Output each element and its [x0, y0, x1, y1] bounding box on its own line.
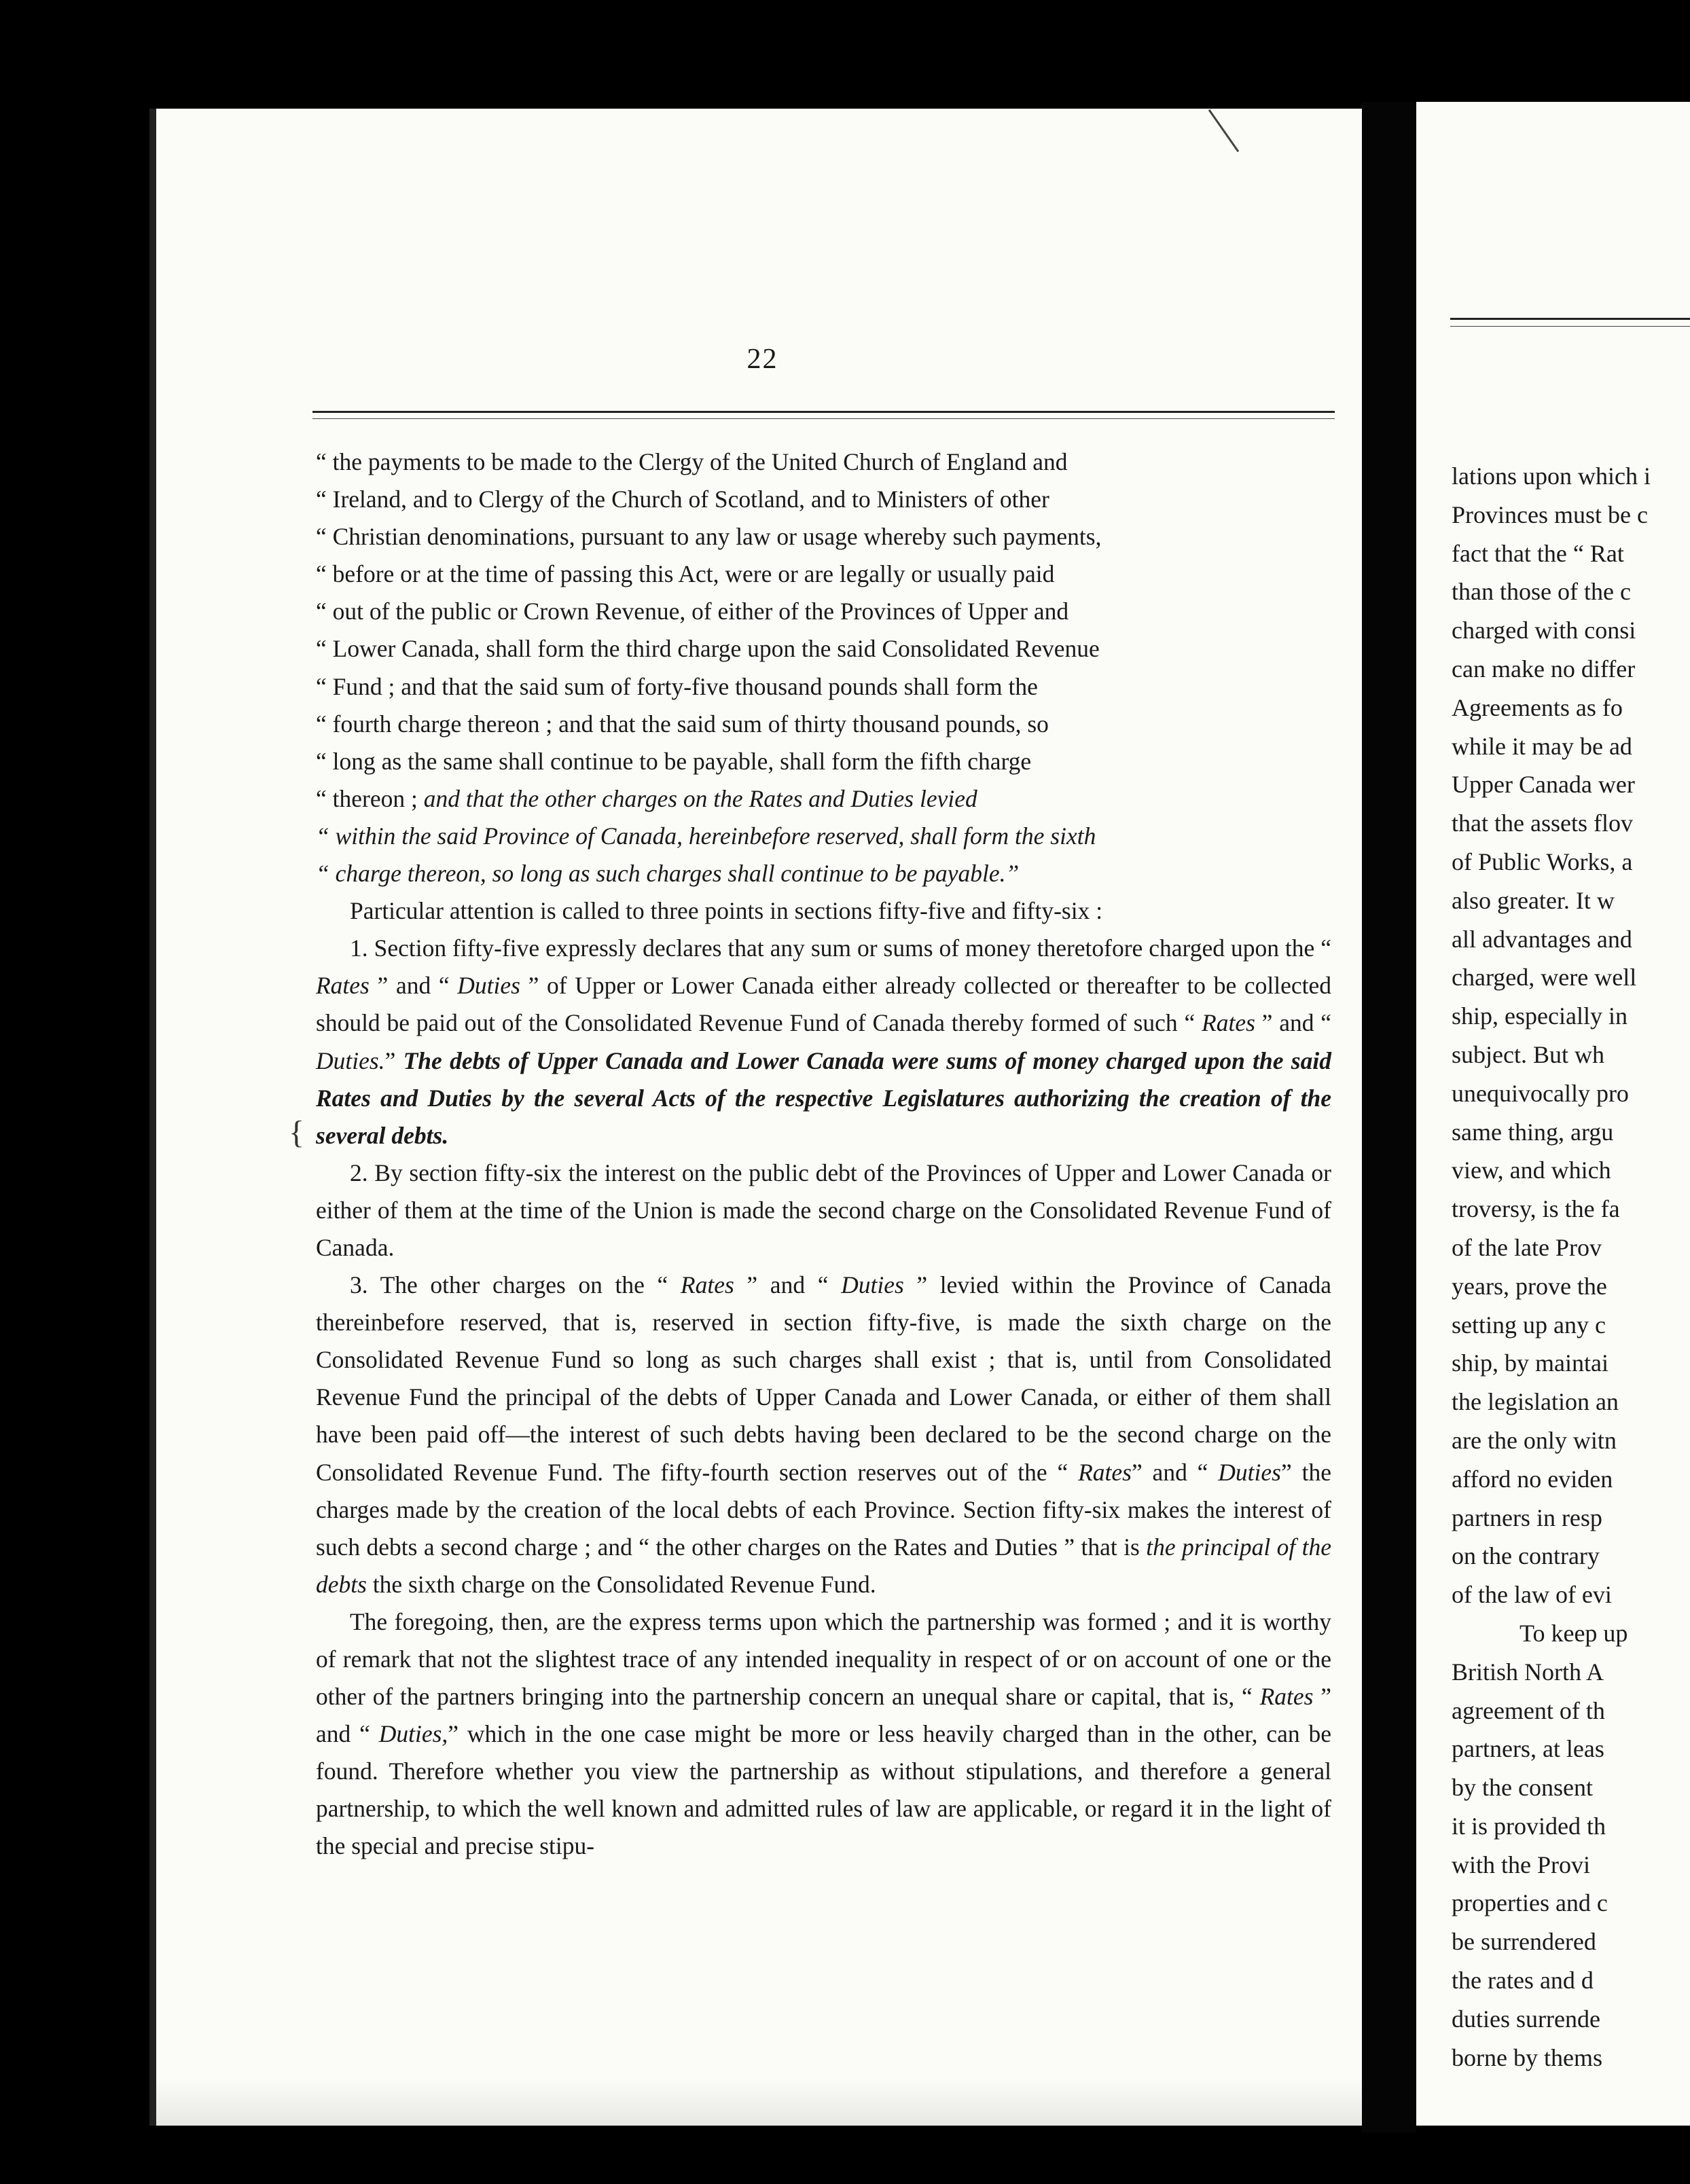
right-page-line: To keep up	[1520, 1619, 1628, 1647]
italic-run: Duties	[1218, 1458, 1281, 1486]
page-crease-mark	[1208, 109, 1239, 152]
italic-run: Duties,	[378, 1720, 448, 1748]
right-page-line: ship, by maintai	[1452, 1349, 1608, 1377]
quote-italic: “ within the said Province of Canada, hereinbefore reserved, shall form the sixth	[316, 822, 1096, 850]
right-page-line: properties and c	[1452, 1889, 1608, 1917]
right-page-line: be surrendered	[1452, 1928, 1596, 1956]
quote-line: “ long as the same shall continue to be payable, shall form the fifth charge	[316, 747, 1032, 775]
italic-run: Rates	[680, 1271, 734, 1299]
text-run: ” and “	[734, 1271, 842, 1299]
right-page-line: Agreements as fo	[1452, 693, 1623, 721]
right-page-line: charged with consi	[1452, 617, 1636, 644]
italic-run: Rates	[316, 972, 370, 1000]
bold-italic-run: The debts of Upper Canada and Lower Canada were sums of money charged upon the said Rates and Duties by the several Acts of the respective Legislatures authorizing the creation of the several debts.	[316, 1046, 1331, 1149]
italic-run: the principal of the debts	[316, 1533, 1332, 1598]
right-page-line: than those of the c	[1452, 578, 1631, 606]
right-page-line: by the consent	[1452, 1774, 1593, 1802]
right-page-line: all advantages and	[1452, 925, 1632, 953]
quote-line: “ Fund ; and that the said sum of forty-five thousand pounds shall form the	[316, 672, 1038, 700]
header-rule-thin	[312, 418, 1335, 419]
quote-line	[316, 780, 1331, 818]
left-page	[149, 109, 1362, 2126]
right-page-text	[1452, 457, 1690, 2077]
right-page-line: years, prove the	[1452, 1272, 1607, 1300]
right-page-line: Upper Canada wer	[1452, 771, 1635, 799]
text-run: ” of Upper or Lower Canada either already collected or thereafter to be collected should be paid out of the Consolidated Revenue Fund of Canada thereby formed of such “	[316, 972, 1331, 1037]
right-page-line: subject. But wh	[1452, 1040, 1604, 1068]
text-run: ”	[384, 1046, 403, 1074]
italic-run: Rates	[1259, 1683, 1314, 1711]
text-run: ” and “	[1255, 1009, 1331, 1037]
quote-line: “ Ireland, and to Clergy of the Church of Scotland, and to Ministers of other	[316, 486, 1049, 513]
right-page-line: while it may be ad	[1452, 732, 1632, 760]
quote-line: “ Christian denominations, pursuant to any law or usage whereby such payments,	[316, 523, 1102, 551]
right-page-line: setting up any c	[1452, 1311, 1606, 1339]
italic-run: Rates	[1078, 1458, 1132, 1486]
italic-run: Duties	[457, 972, 520, 1000]
book-gutter	[1362, 102, 1416, 2132]
text-run: ” and “	[316, 1683, 1331, 1748]
right-page-line: can make no differ	[1452, 655, 1636, 682]
right-page-line: are the only witn	[1452, 1426, 1617, 1454]
quote-line: “ Lower Canada, shall form the third charge upon the said Consolidated Revenue	[316, 635, 1100, 663]
text-run: 3. The other charges on the “	[350, 1271, 681, 1299]
right-page-line: partners, at leas	[1452, 1735, 1604, 1763]
text-run: ” levied within the Province of Canada thereinbefore reserved, that is, reserved in section fifty-five, is made the sixth charge on the Consolidated Revenue Fund so long as such charges shall exist ; that is, until from Consolidated Revenue Fund the principal of the debts of Upper Canada and Lower Canada, or either of them shall have been paid off—the interest of such debts having been declared to be the second charge on the Consolidated Revenue Fund. The fifty-fourth section reserves out of the “	[316, 1271, 1331, 1486]
quote-line: “ out of the public or Crown Revenue, of either of the Provinces of Upper and	[316, 598, 1069, 625]
right-page-line: duties surrende	[1452, 2005, 1600, 2033]
italic-run: Rates	[1202, 1009, 1255, 1037]
paragraph-point-2: 2. By section fifty-six the interest on the public debt of the Provinces of Upper and Lower Canada or either of them at the time of the Union is made the second charge on the Consolidated Revenue Fund of Canada.	[316, 1159, 1331, 1261]
right-page-line: borne by thems	[1452, 2043, 1602, 2071]
right-page-line: that the assets flov	[1452, 809, 1633, 837]
quote-line	[316, 855, 1331, 892]
right-page-line: Provinces must be c	[1452, 500, 1648, 528]
italic-run: Duties.	[316, 1046, 385, 1074]
right-page-line: unequivocally pro	[1452, 1079, 1629, 1107]
header-rule	[312, 411, 1335, 413]
right-page-line: the rates and d	[1452, 1967, 1594, 1995]
right-page	[1416, 102, 1690, 2126]
right-page-line: fact that the “ Rat	[1452, 539, 1624, 567]
page-number: 22	[747, 344, 778, 375]
paragraph-foregoing	[316, 1603, 1331, 1866]
body-text	[316, 443, 1331, 1866]
text-run: ” which in the one case might be more or less heavily charged than in the other, can be found. Therefore whether you view the partnership as without stipulations, and therefore a general partnership, to which the well known and admitted rules of law are applicable, or regard it in the light of the special and precise stipu-	[316, 1720, 1331, 1860]
right-page-line: partners in resp	[1452, 1504, 1602, 1531]
quote-line: “ before or at the time of passing this Act, were or are legally or usually paid	[316, 560, 1055, 588]
header-rule-thin	[1450, 326, 1690, 327]
quote-text: “ thereon ;	[316, 784, 424, 812]
right-page-line: of the late Prov	[1452, 1233, 1602, 1261]
right-page-line: the legislation an	[1452, 1388, 1619, 1416]
text-run: ” the charges made by the creation of the local debts of each Province. Section fifty-six makes the interest of such debts a second charge ; and “ the other charges on the Rates and Duties ” that is	[316, 1458, 1331, 1561]
header-rule	[1450, 318, 1690, 320]
right-page-line: on the contrary	[1452, 1542, 1600, 1570]
text-run: ” and “	[1131, 1458, 1219, 1486]
right-page-line: agreement of th	[1452, 1696, 1605, 1724]
quote-line	[316, 818, 1331, 855]
right-page-line: British North A	[1452, 1658, 1604, 1686]
text-run: ” and “	[369, 972, 458, 1000]
paragraph-intro: Particular attention is called to three points in sections fifty-five and fifty-six :	[350, 897, 1103, 925]
text-run: the sixth charge on the Consolidated Revenue Fund.	[366, 1570, 876, 1598]
text-run: The foregoing, then, are the express terms upon which the partnership was formed ; and it is worthy of remark that not the slightest trace of any intended inequality in respect of or on account of one or the other of the partners bringing into the partnership concern an unequal share or capital, that is, “	[316, 1607, 1331, 1711]
right-page-line: charged, were well	[1452, 964, 1637, 991]
right-page-line: also greater. It w	[1452, 886, 1615, 914]
paragraph-point-3	[316, 1267, 1331, 1603]
margin-bracket-mark: {	[289, 1114, 305, 1150]
paragraph-point-1	[316, 930, 1331, 1154]
right-page-line: lations upon which i	[1452, 462, 1651, 490]
right-page-line: same thing, argu	[1452, 1118, 1614, 1146]
text-run: 1. Section fifty-five expressly declares that any sum or sums of money theretofore charged upon the “	[350, 934, 1331, 962]
right-page-line: afford no eviden	[1452, 1465, 1613, 1493]
quote-italic: and that the other charges on the Rates and Duties levied	[423, 784, 977, 812]
right-page-line: troversy, is the fa	[1452, 1195, 1620, 1223]
quote-line: “ fourth charge thereon ; and that the said sum of thirty thousand pounds, so	[316, 710, 1049, 738]
italic-run: Duties	[841, 1271, 904, 1299]
right-page-line: with the Provi	[1452, 1851, 1590, 1878]
right-page-line: of Public Works, a	[1452, 848, 1633, 875]
right-page-line: ship, especially in	[1452, 1002, 1628, 1030]
right-page-line: it is provided th	[1452, 1812, 1606, 1840]
right-page-line: view, and which	[1452, 1157, 1611, 1184]
right-page-line: of the law of evi	[1452, 1581, 1612, 1609]
quote-line: “ the payments to be made to the Clergy of the United Church of England and	[316, 448, 1068, 475]
quote-italic: “ charge thereon, so long as such charges shall continue to be payable.”	[316, 860, 1020, 888]
